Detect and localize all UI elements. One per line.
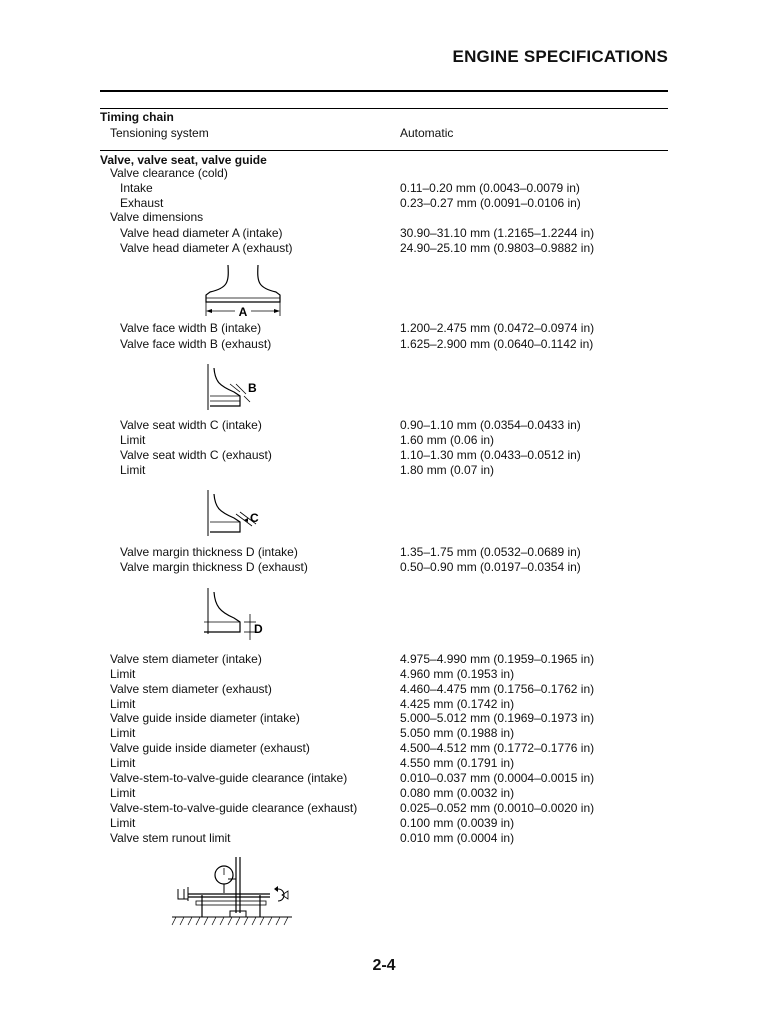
margin-d-exhaust-label: Valve margin thickness D (exhaust) (120, 560, 308, 574)
seat-c-exhaust-label: Valve seat width C (exhaust) (120, 448, 272, 462)
margin-d-intake-value: 1.35–1.75 mm (0.0532–0.0689 in) (400, 545, 581, 559)
seat-c-intake-label: Valve seat width C (intake) (120, 418, 262, 432)
face-b-intake-value: 1.200–2.475 mm (0.0472–0.0974 in) (400, 321, 595, 335)
head-a-exhaust-value: 24.90–25.10 mm (0.9803–0.9882 in) (400, 241, 595, 255)
header-rule (100, 90, 668, 92)
valve-margin-diagram-d (200, 586, 280, 642)
face-b-exhaust-value: 1.625–2.900 mm (0.0640–0.1142 in) (400, 337, 594, 351)
section-rule-valve (100, 150, 668, 151)
stem-label-6: Limit (110, 726, 136, 740)
stem-label-2: Limit (110, 667, 136, 681)
valve-dimensions-label: Valve dimensions (110, 210, 204, 224)
valve-clearance-label: Valve clearance (cold) (110, 166, 228, 180)
section-rule-top (100, 108, 668, 109)
stem-label-13: Valve stem runout limit (110, 831, 231, 845)
fig-a-label: A (238, 305, 248, 319)
stem-value-13: 0.010 mm (0.0004 in) (400, 831, 515, 845)
fig-d-label: D (254, 622, 263, 636)
head-a-intake-value: 30.90–31.10 mm (1.2165–1.2244 in) (400, 226, 595, 240)
tensioning-value: Automatic (400, 126, 454, 140)
intake-label: Intake (120, 181, 153, 195)
stem-label-1: Valve stem diameter (intake) (110, 652, 262, 666)
seat-c-intake-limit-value: 1.60 mm (0.06 in) (400, 433, 495, 447)
stem-label-10: Limit (110, 786, 136, 800)
seat-c-exhaust-limit-label: Limit (120, 463, 146, 477)
stem-value-10: 0.080 mm (0.0032 in) (400, 786, 515, 800)
valve-face-diagram-b (200, 362, 280, 414)
stem-label-8: Limit (110, 756, 136, 770)
stem-label-3: Valve stem diameter (exhaust) (110, 682, 272, 696)
stem-label-5: Valve guide inside diameter (intake) (110, 711, 300, 725)
stem-value-8: 4.550 mm (0.1791 in) (400, 756, 515, 770)
margin-d-exhaust-value: 0.50–0.90 mm (0.0197–0.0354 in) (400, 560, 581, 574)
face-b-intake-label: Valve face width B (intake) (120, 321, 262, 335)
exhaust-label: Exhaust (120, 196, 164, 210)
seat-c-intake-value: 0.90–1.10 mm (0.0354–0.0433 in) (400, 418, 581, 432)
fig-b-label: B (248, 381, 257, 395)
valve-seat-diagram-c (200, 488, 280, 540)
seat-c-exhaust-value: 1.10–1.30 mm (0.0433–0.0512 in) (400, 448, 581, 462)
valve-head-diagram-a (198, 262, 288, 322)
page-title: ENGINE SPECIFICATIONS (452, 47, 668, 66)
face-b-exhaust-label: Valve face width B (exhaust) (120, 337, 272, 351)
stem-label-9: Valve-stem-to-valve-guide clearance (intake) (110, 771, 348, 785)
stem-value-3: 4.460–4.475 mm (0.1756–0.1762 in) (400, 682, 595, 696)
stem-value-12: 0.100 mm (0.0039 in) (400, 816, 515, 830)
fig-c-label: C (250, 511, 259, 525)
head-a-intake-label: Valve head diameter A (intake) (120, 226, 283, 240)
runout-measurement-diagram (170, 855, 300, 930)
intake-value: 0.11–0.20 mm (0.0043–0.0079 in) (400, 181, 580, 195)
exhaust-value: 0.23–0.27 mm (0.0091–0.0106 in) (400, 196, 581, 210)
valve-section-title: Valve, valve seat, valve guide (100, 153, 267, 167)
stem-label-7: Valve guide inside diameter (exhaust) (110, 741, 310, 755)
stem-label-12: Limit (110, 816, 136, 830)
tensioning-label: Tensioning system (110, 126, 209, 140)
stem-label-4: Limit (110, 697, 136, 711)
head-a-exhaust-label: Valve head diameter A (exhaust) (120, 241, 293, 255)
stem-value-5: 5.000–5.012 mm (0.1969–0.1973 in) (400, 711, 595, 725)
stem-value-1: 4.975–4.990 mm (0.1959–0.1965 in) (400, 652, 595, 666)
page-number: 2-4 (372, 957, 396, 974)
stem-label-11: Valve-stem-to-valve-guide clearance (exhaust) (110, 801, 358, 815)
seat-c-exhaust-limit-value: 1.80 mm (0.07 in) (400, 463, 495, 477)
timing-chain-title: Timing chain (100, 110, 174, 124)
stem-value-11: 0.025–0.052 mm (0.0010–0.0020 in) (400, 801, 595, 815)
margin-d-intake-label: Valve margin thickness D (intake) (120, 545, 298, 559)
stem-value-7: 4.500–4.512 mm (0.1772–0.1776 in) (400, 741, 595, 755)
seat-c-intake-limit-label: Limit (120, 433, 146, 447)
stem-value-2: 4.960 mm (0.1953 in) (400, 667, 515, 681)
stem-value-9: 0.010–0.037 mm (0.0004–0.0015 in) (400, 771, 595, 785)
stem-value-6: 5.050 mm (0.1988 in) (400, 726, 515, 740)
stem-value-4: 4.425 mm (0.1742 in) (400, 697, 515, 711)
